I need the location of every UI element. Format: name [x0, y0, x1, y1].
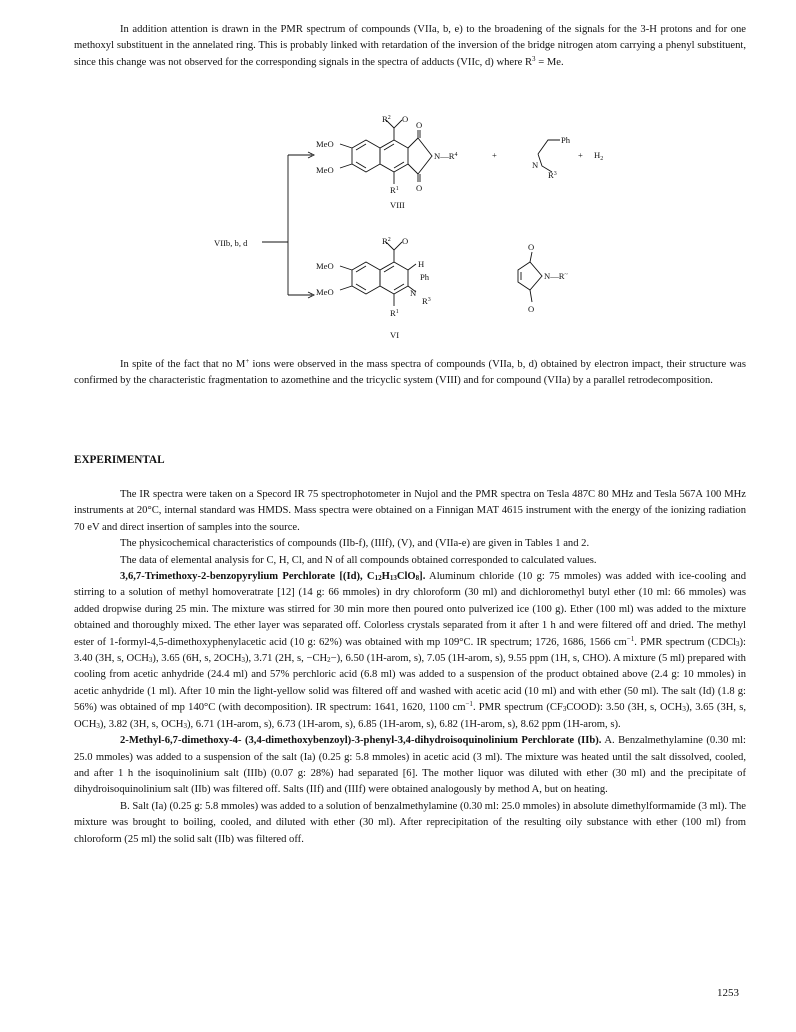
h-label: H [418, 259, 425, 269]
maleimide-o-top: O [528, 242, 535, 252]
r1-label: $R^1$ [390, 185, 399, 195]
intro-paragraph [74, 22, 746, 71]
exp-analysis-note: The data of elemental analysis for C, H, Cl, and N of all compounds obtained corresponded to calculated values. [120, 554, 597, 566]
r2-label: $R^2$ [382, 114, 391, 124]
para2-text: In spite of the fact that no M+ ions were observed in the mass spectra of compounds (VIIa, b, d) obtained by electron impact, their structure was confirmed by the characteristic fragmentation to azomethine and the tricyclic system (VIII) and for compound (VIIa) by a parallel retrodecomposition. [74, 357, 746, 387]
exp-instruments: The IR spectra were taken on a Specord IR 75 spectrophotometer in Nujol and the PMR spectra on Tesla 487C 80 MHz and Tesla 567A 100 MHz instruments at 20°C, internal standard was HMDS. Mass spectra were obtained on a Finnigan MAT 4615 instrument with the energy of the ionizing radiation 70 eV and direct insertion of samples into the source. [74, 489, 746, 533]
reaction-scheme [180, 110, 640, 342]
r2-label-vi: $R^2$ [382, 236, 391, 246]
meo-label-2: MeO [316, 165, 334, 175]
azomethine-fragment [538, 140, 560, 172]
r1-label-vi: $R^1$ [390, 308, 399, 318]
n-r4-label: $N—R^4$ [434, 151, 458, 161]
compound-viii-label: VIII [390, 200, 405, 210]
compound-iib-procedure-a: 2-Methyl-6,7-dimethoxy-4- (3,4-dimethoxybenzoyl)-3-phenyl-3,4-dihydroisoquinolinium Perchlorate (IIb). A. Benzalmethylamine (0.30 ml: 25.0 mmoles) was added to a suspension of the salt (Ia) (0.25 g: 5.8 mmoles) in acetic acid (3 ml). The mixture was heated until the salt dissolved, cooled, and after 1 h the isoquinolinium salt (IIIb) (0.07 g: 28%) had separated [6]. The mother liquor was diluted with ether (30 ml) and the precipitate of dihydroisoquinolinium salt (IIb) was filtered off. Salts (IIf) and (IIIf) were obtained analogously by method A, but on heating. [74, 735, 746, 796]
meo-label-3: MeO [316, 261, 334, 271]
carbonyl-o-label-vi: O [402, 236, 409, 246]
ph-label-vi: Ph [420, 272, 430, 282]
mass-spectra-paragraph [74, 357, 746, 390]
experimental-section [74, 487, 746, 848]
maleimide-structure [518, 252, 542, 302]
compound-iib-procedure-b: B. Salt (Ia) (0.25 g: 5.8 mmoles) was added to a solution of benzalmethylamine (0.30 ml: 25.0 mmoles) in absolute dimethylformamide (3 ml). The mixture was brought to boiling, cooled, and diluted with ether (30 ml). After reprecipitation of the resulting oily substance with ether (100 ml) from chloroform (25 ml) the solid salt (IIb) was filtered off. [74, 800, 746, 845]
plus-sign-1: + [492, 150, 497, 160]
intro-text: In addition attention is drawn in the PMR spectrum of compounds (VIIa, b, e) to the broadening of the signals for the 3-H protons and for one methoxyl substituent in the annelated ring. This is probably linked with retardation of the inversion of the bridge nitrogen atom carrying a phenyl substituent, since this change was not observed for the corresponding signals in the spectra of adducts (VIIc, d) where $R^3 = Me$. [74, 24, 746, 68]
h2-label: $H_2$ [594, 150, 604, 162]
page-number: 1253 [717, 987, 739, 999]
section-heading: EXPERIMENTAL [74, 454, 165, 466]
carbonyl-o-label: O [402, 114, 409, 124]
exp-tables-note: The physicochemical characteristics of compounds (IIb-f), (IIIf), (V), and (VIIa-e) are given in Tables 1 and 2. [120, 538, 590, 550]
compound-id-title: 3,6,7-Trimethoxy-2-benzopyrylium Perchlorate [(Id), $C_{12}H_{13}ClO_8$]. [120, 571, 426, 583]
plus-sign-2: + [578, 150, 583, 160]
meo-label-1: MeO [316, 139, 334, 149]
reaction-scheme-drawing [180, 110, 640, 342]
compound-id-procedure: 3,6,7-Trimethoxy-2-benzopyrylium Perchlorate [(Id), $C_{12}H_{13}ClO_8$]. Aluminum chloride (10 g: 75 mmoles) was added with ice-cooling and stirring to a solution of methyl homoveratrate [12] (14 g: 66 mmoles) in dry chloroform (30 ml) and dichloromethyl butyl ether (10 ml: 66 mmoles) was added dropwise during 25 min. The mixture was stirred for 30 min more then poured onto pulverized ice (100 g). Ether (100 ml) was added to the mixture obtained and thoroughly mixed. The ether layer was separated off. Colorless crystals separated from it after 1 h and were filtered off and dried. The methyl ester of 1-formyl-4,5-dimethoxyphenylacetic acid (10 g: 62%) was obtained with mp 109°C. IR spectrum; 1726, 1686, 1566 $cm^{-1}$. PMR spectrum (CDCl$_3$): 3.40 (3H, s, $OCH_3$), 3.65 (6H, s, $2OCH_3$), 3.71 (2H, s, $-CH_2-$), 6.50 (1H-arom, s), 7.05 (1H-arom, s), 9.55 ppm (1H, s, CHO). A mixture (5 ml) prepared with cooling from acetic anhydride (24.4 ml) and 57% perchloric acid (6.8 ml) was added to a suspension of the product obtained above (2.4 g: 10 mmoles) in acetic anhydride (1 ml). After 10 min the light-yellow solid was filtered off and washed with acetic acid (10 ml) and with ether (50 ml). The salt (Id) (1.8 g: 56%) was obtained of mp 140°C (with decomposition). IR spectrum: 1641, 1620, 1100 $cm^{-1}$. PMR spectrum $(CF_3COOD)$: 3.50 (3H, s, $OCH_3$), 3.65 (3H, s, $OCH_3$), 3.82 (3H, s, $OCH_3$), 6.71 (1H-arom, s), 6.73 (1H-arom, s), 6.85 (1H-arom, s), 6.82 (1H-arom, s), 8.62 ppm (1H-arom, s). [74, 571, 746, 730]
compound-iib-title: 2-Methyl-6,7-dimethoxy-4- (3,4-dimethoxybenzoyl)-3-phenyl-3,4-dihydroisoquinolinium Perchlorate (IIb). [120, 735, 602, 747]
ph-label: Ph [561, 135, 571, 145]
maleimide-o-bottom: O [528, 304, 535, 314]
imide-o-bottom: O [416, 183, 423, 193]
n-label: N [532, 160, 539, 170]
maleimide-n-r4: N—R~ [544, 271, 568, 281]
imide-o-top: O [416, 120, 423, 130]
meo-label-4: MeO [316, 287, 334, 297]
r3-label-vi: $R^3$ [422, 296, 431, 306]
compound-vi-label: VI [390, 330, 400, 340]
r3-label: $R^3$ [548, 170, 557, 180]
start-compound-label: VIIb, b, d [214, 238, 248, 248]
n-label-vi: N [410, 288, 417, 298]
structure-vi [340, 242, 416, 306]
